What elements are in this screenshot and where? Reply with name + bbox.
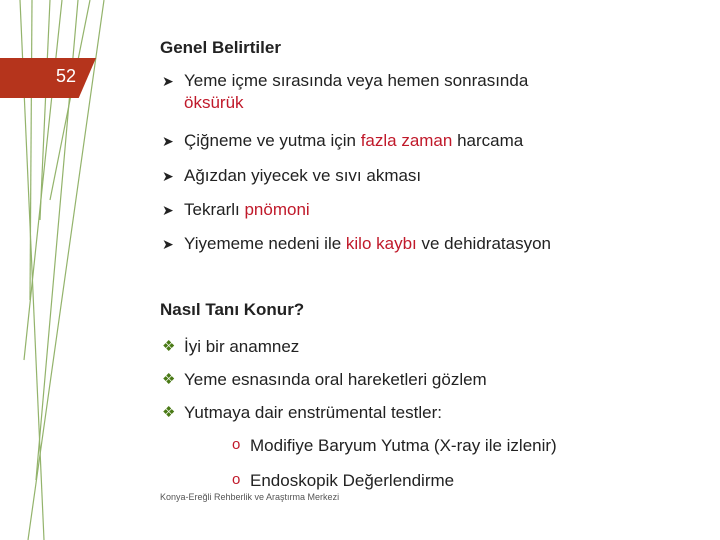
bullet-text: Yiyememe nedeni ile	[184, 234, 346, 253]
symptom-bullet-5	[162, 233, 551, 255]
symptom-bullet-1	[162, 70, 528, 114]
bullet-highlight: öksürük	[184, 93, 244, 112]
bullet-text: Tekrarlı	[184, 200, 245, 219]
section-heading-symptoms: Genel Belirtiler	[160, 38, 281, 57]
diamond-bullet-icon: ❖	[162, 338, 176, 355]
diamond-bullet-icon: ❖	[162, 404, 176, 421]
bullet-text: Yutmaya dair enstrümental testler:	[184, 403, 442, 422]
bullet-highlight: kilo kaybı	[345, 234, 417, 253]
bullet-text: Yeme içme sırasında veya hemen sonrasında	[184, 71, 529, 90]
diagnosis-bullet-2	[162, 369, 487, 391]
bullet-text: Yeme esnasında oral hareketleri gözlem	[184, 370, 487, 389]
section-heading-diagnosis: Nasıl Tanı Konur?	[160, 300, 305, 319]
sub-bullet-text: Modifiye Baryum Yutma (X-ray ile izlenir)	[250, 436, 557, 455]
arrow-bullet-icon: ➤	[162, 236, 174, 252]
arrow-bullet-icon: ➤	[162, 202, 174, 218]
symptom-bullet-2	[162, 130, 523, 152]
bullet-highlight: pnömoni	[244, 200, 310, 219]
arrow-bullet-icon: ➤	[162, 73, 174, 89]
symptom-bullet-3	[162, 165, 421, 187]
bullet-text: İyi bir anamnez	[184, 337, 300, 356]
diagnosis-bullet-1	[162, 336, 299, 358]
bullet-text: Ağızdan yiyecek ve sıvı akması	[184, 166, 422, 185]
sub-bullet-text: Endoskopik Değerlendirme	[250, 471, 455, 490]
diagnosis-sub-bullet-1	[232, 436, 557, 456]
diagnosis-sub-bullet-2	[232, 471, 454, 491]
arrow-bullet-icon: ➤	[162, 133, 174, 149]
footer-text: Konya-Ereğli Rehberlik ve Araştırma Merkezi	[160, 492, 340, 502]
arrow-bullet-icon: ➤	[162, 168, 174, 184]
bullet-highlight: fazla zaman	[360, 131, 453, 150]
bullet-text: Çiğneme ve yutma için	[184, 131, 361, 150]
circle-bullet-icon: o	[232, 471, 241, 488]
bullet-text: harcama	[452, 131, 524, 150]
diagnosis-bullet-3	[162, 402, 442, 424]
diamond-bullet-icon: ❖	[162, 371, 176, 388]
bullet-text: ve dehidratasyon	[416, 234, 551, 253]
circle-bullet-icon: o	[232, 436, 241, 453]
slide-number: 52	[56, 66, 77, 86]
symptom-bullet-4	[162, 199, 310, 221]
